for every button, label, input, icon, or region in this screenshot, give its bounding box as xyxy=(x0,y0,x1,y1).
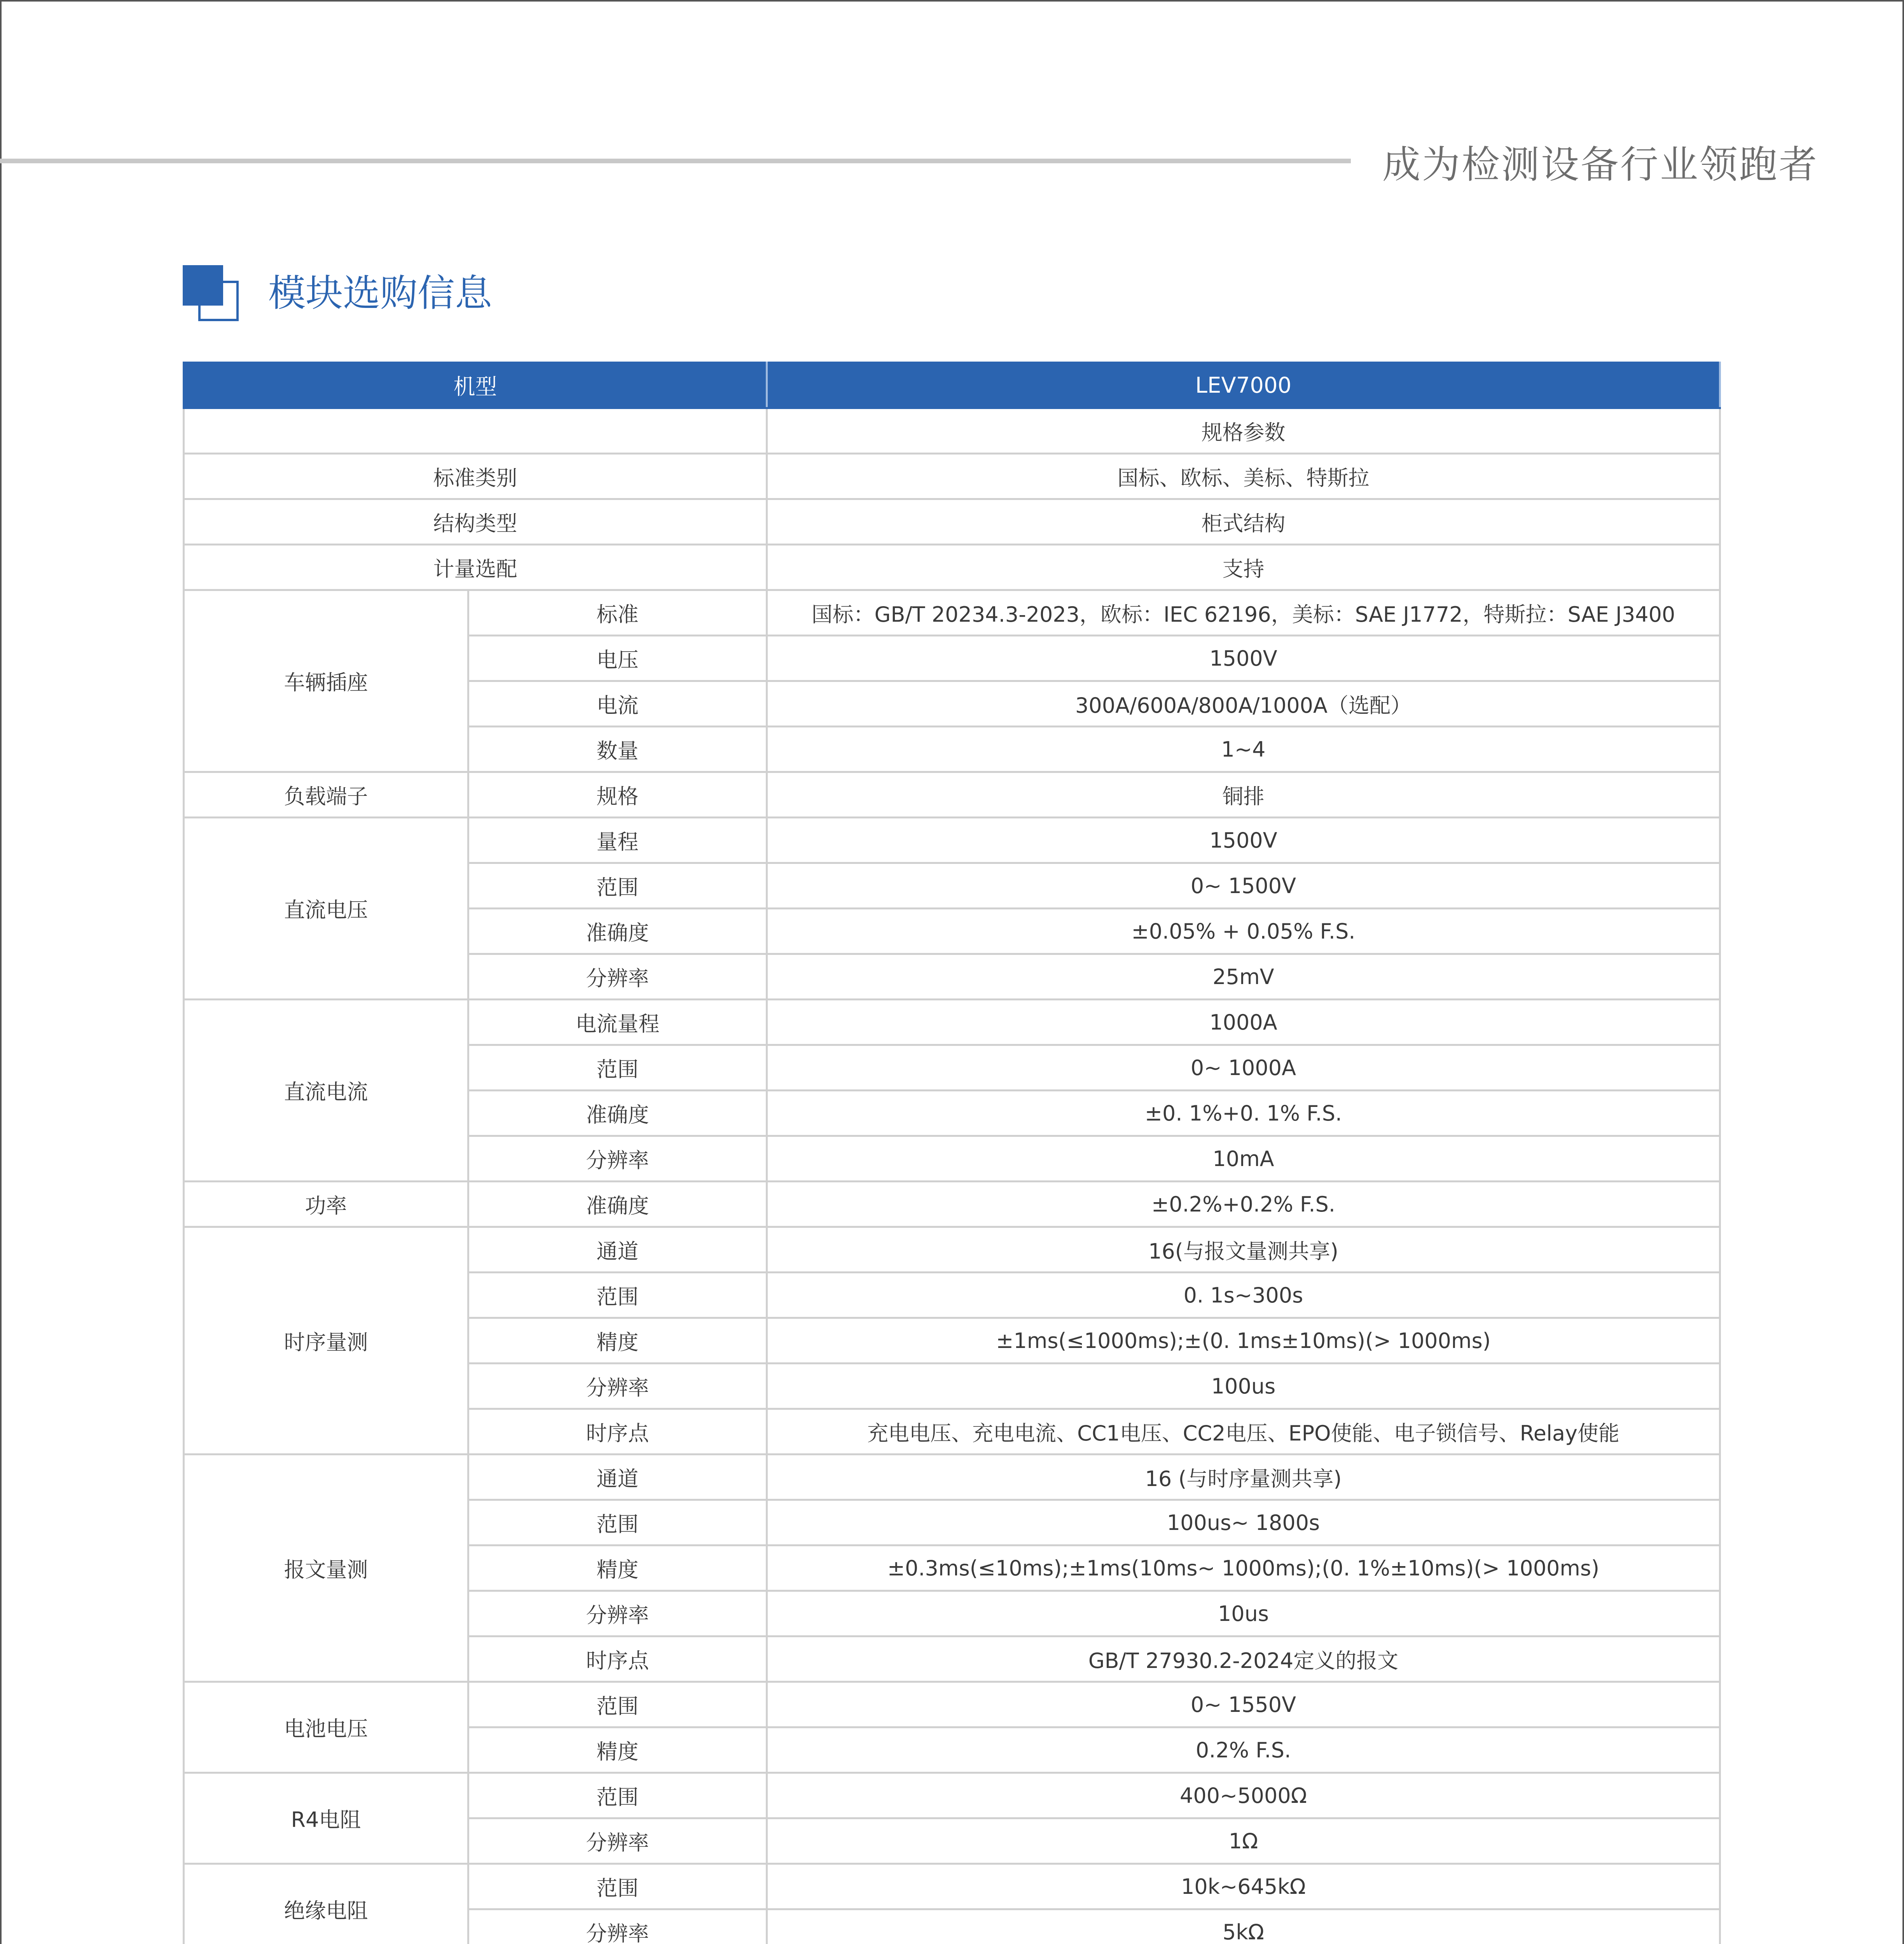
param-value: 国标：GB/T 20234.3-2023，欧标：IEC 62196，美标：SAE J1772，特斯拉：SAE J3400 xyxy=(767,590,1720,636)
param-label: 准确度 xyxy=(468,1091,767,1136)
param-value: 1500V xyxy=(767,818,1720,863)
param-value: GB/T 27930.2-2024定义的报文 xyxy=(767,1636,1720,1682)
param-value: 0.2% F.S. xyxy=(767,1727,1720,1773)
group-label: 负载端子 xyxy=(184,772,468,818)
param-value: 10us xyxy=(767,1591,1720,1636)
table-row xyxy=(184,1773,1720,1818)
table-row xyxy=(184,1864,1720,1909)
param-label: 范围 xyxy=(468,1273,767,1318)
param-label: 范围 xyxy=(468,863,767,909)
spec-params-blank xyxy=(184,408,767,454)
table-header-row xyxy=(184,363,1720,408)
param-value: ±0. 1%+0. 1% F.S. xyxy=(767,1091,1720,1136)
param-value: 铜排 xyxy=(767,772,1720,818)
param-label: 通道 xyxy=(468,1455,767,1500)
param-value: 300A/600A/800A/1000A（选配） xyxy=(767,681,1720,727)
row-label: 计量选配 xyxy=(184,545,767,590)
param-label: 电压 xyxy=(468,636,767,681)
param-value: ±0.05% + 0.05% F.S. xyxy=(767,909,1720,954)
section-square-outline-left xyxy=(198,306,201,321)
table-row xyxy=(184,590,1720,636)
param-value: 0. 1s~300s xyxy=(767,1273,1720,1318)
param-value: 400~5000Ω xyxy=(767,1773,1720,1818)
param-value: 100us xyxy=(767,1364,1720,1409)
param-value: 0~ 1000A xyxy=(767,1045,1720,1091)
param-value: 5kΩ xyxy=(767,1909,1720,1944)
section-square-fill xyxy=(183,265,223,306)
spec-table-body xyxy=(184,363,1720,1944)
table-row xyxy=(184,454,1720,499)
table-row xyxy=(184,499,1720,545)
param-label: 范围 xyxy=(468,1773,767,1818)
group-label: 绝缘电阻 xyxy=(184,1864,468,1944)
param-value: ±1ms(≤1000ms);±(0. 1ms±10ms)(> 1000ms) xyxy=(767,1318,1720,1364)
header-rule xyxy=(0,159,1351,163)
param-label: 分辨率 xyxy=(468,1136,767,1182)
group-label: 功率 xyxy=(184,1182,468,1227)
param-value: 1~4 xyxy=(767,727,1720,772)
param-label: 准确度 xyxy=(468,909,767,954)
param-value: 100us~ 1800s xyxy=(767,1500,1720,1545)
param-value: ±0.2%+0.2% F.S. xyxy=(767,1182,1720,1227)
param-label: 时序点 xyxy=(468,1636,767,1682)
param-value: ±0.3ms(≤10ms);±1ms(10ms~ 1000ms);(0. 1%±10ms)(> 1000ms) xyxy=(767,1545,1720,1591)
section-title: 模块选购信息 xyxy=(268,271,492,315)
row-label: 结构类型 xyxy=(184,499,767,545)
param-label: 数量 xyxy=(468,727,767,772)
table-row xyxy=(184,1682,1720,1727)
row-value: 国标、欧标、美标、特斯拉 xyxy=(767,454,1720,499)
param-label: 时序点 xyxy=(468,1409,767,1455)
param-label: 分辨率 xyxy=(468,1818,767,1864)
param-value: 10mA xyxy=(767,1136,1720,1182)
table-row xyxy=(184,1182,1720,1227)
param-value: 25mV xyxy=(767,954,1720,1000)
param-value: 16 (与时序量测共享) xyxy=(767,1455,1720,1500)
table-row xyxy=(184,1227,1720,1273)
param-value: 充电电压、充电电流、CC1电压、CC2电压、EPO使能、电子锁信号、Relay使能 xyxy=(767,1409,1720,1455)
group-label: R4电阻 xyxy=(184,1773,468,1864)
param-label: 范围 xyxy=(468,1682,767,1727)
param-label: 规格 xyxy=(468,772,767,818)
row-value: 支持 xyxy=(767,545,1720,590)
param-label: 准确度 xyxy=(468,1182,767,1227)
param-label: 分辨率 xyxy=(468,1364,767,1409)
table-row xyxy=(184,818,1720,863)
param-label: 范围 xyxy=(468,1500,767,1545)
row-value: 柜式结构 xyxy=(767,499,1720,545)
header-slogan: 成为检测设备行业领跑者 xyxy=(1382,143,1818,187)
param-value: 16(与报文量测共享) xyxy=(767,1227,1720,1273)
param-label: 范围 xyxy=(468,1864,767,1909)
row-label: 标准类别 xyxy=(184,454,767,499)
group-label: 车辆插座 xyxy=(184,590,468,772)
param-value: 1500V xyxy=(767,636,1720,681)
spec-table xyxy=(183,362,1721,1944)
param-label: 分辨率 xyxy=(468,954,767,1000)
param-label: 范围 xyxy=(468,1045,767,1091)
table-row xyxy=(184,1000,1720,1045)
spec-params-row xyxy=(184,408,1720,454)
param-label: 精度 xyxy=(468,1727,767,1773)
param-label: 电流量程 xyxy=(468,1000,767,1045)
param-value: 1Ω xyxy=(767,1818,1720,1864)
section-square-outline-top xyxy=(223,281,239,283)
param-label: 电流 xyxy=(468,681,767,727)
model-value: LEV7000 xyxy=(767,363,1720,408)
param-label: 精度 xyxy=(468,1545,767,1591)
section-square-icon xyxy=(183,265,241,327)
group-label: 时序量测 xyxy=(184,1227,468,1455)
param-label: 分辨率 xyxy=(468,1909,767,1944)
group-label: 直流电流 xyxy=(184,1000,468,1182)
spec-params-label: 规格参数 xyxy=(767,408,1720,454)
param-label: 量程 xyxy=(468,818,767,863)
group-label: 电池电压 xyxy=(184,1682,468,1773)
group-label: 报文量测 xyxy=(184,1455,468,1682)
table-row xyxy=(184,772,1720,818)
group-label: 直流电压 xyxy=(184,818,468,1000)
param-label: 精度 xyxy=(468,1318,767,1364)
param-value: 1000A xyxy=(767,1000,1720,1045)
param-label: 通道 xyxy=(468,1227,767,1273)
param-value: 10k~645kΩ xyxy=(767,1864,1720,1909)
param-label: 分辨率 xyxy=(468,1591,767,1636)
table-row xyxy=(184,1455,1720,1500)
param-value: 0~ 1500V xyxy=(767,863,1720,909)
param-value: 0~ 1550V xyxy=(767,1682,1720,1727)
model-label: 机型 xyxy=(184,363,767,408)
param-label: 标准 xyxy=(468,590,767,636)
table-row xyxy=(184,545,1720,590)
